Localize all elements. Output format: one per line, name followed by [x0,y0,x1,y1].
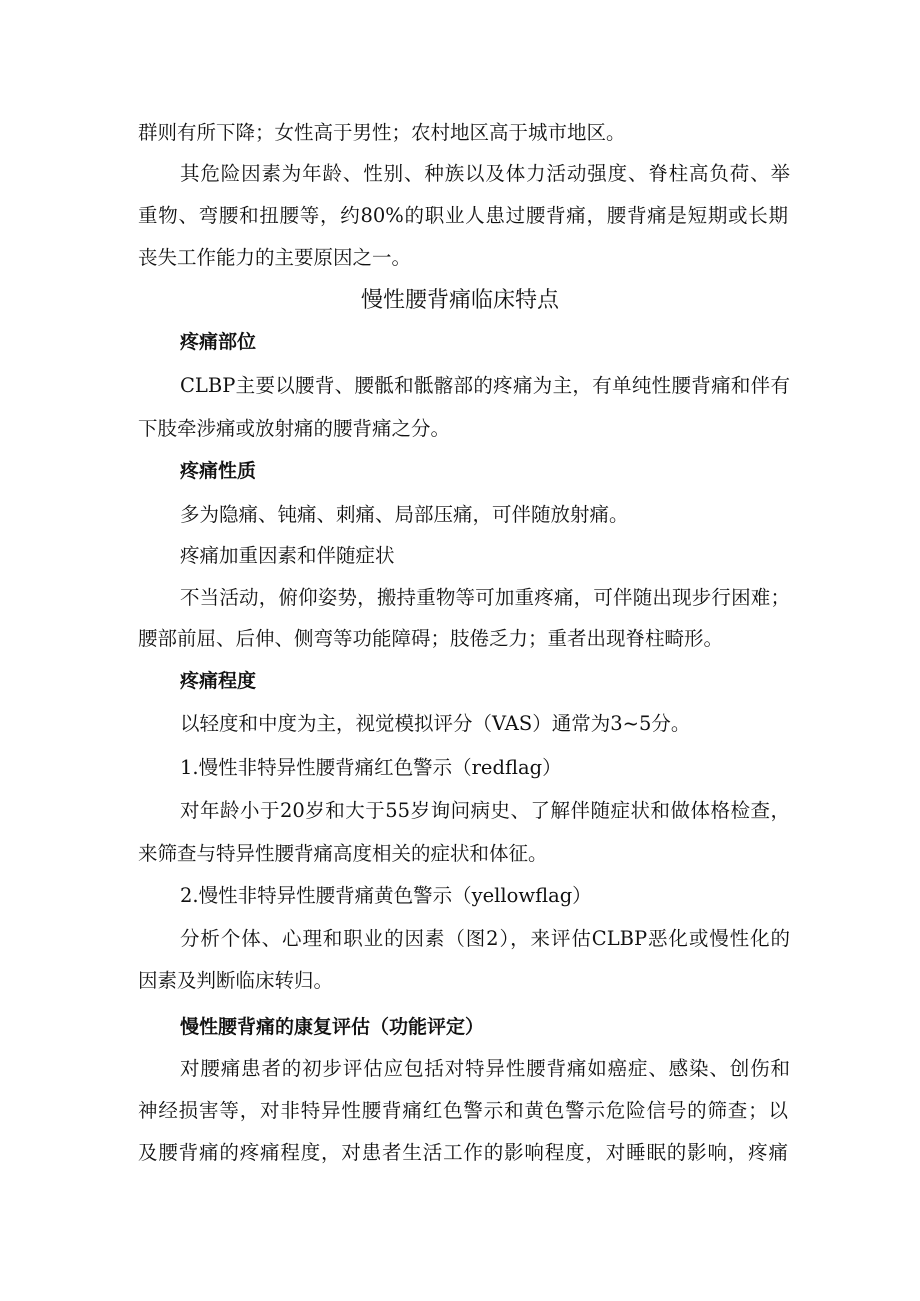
paragraph-line: 因素及判断临床转归。 [138,969,334,992]
section-title: 慢性腰背痛临床特点 [360,288,559,313]
paragraph-line: 2.慢性非特异性腰背痛黄色警示（yellowflag） [180,884,592,907]
paragraph-line: 群则有所下降；女性高于男性；农村地区高于城市地区。 [138,121,626,144]
paragraph-line: 多为隐痛、钝痛、刺痛、局部压痛，可伴随放射痛。 [180,503,629,526]
paragraph-line: 对腰痛患者的初步评估应包括对特异性腰背痛如癌症、感染、创伤和 [180,1057,790,1080]
section-heading: 疼痛性质 [180,460,257,482]
section-heading: 慢性腰背痛的康复评估（功能评定） [180,1016,485,1038]
paragraph-line: 来筛查与特异性腰背痛高度相关的症状和体征。 [138,842,548,865]
paragraph-line: 腰部前屈、后伸、侧弯等功能障碍；肢倦乏力；重者出现脊柱畸形。 [138,627,724,650]
section-heading: 疼痛程度 [180,670,257,692]
paragraph-line: 下肢牵涉痛或放射痛的腰背痛之分。 [138,417,451,440]
paragraph-line: 神经损害等，对非特异性腰背痛红色警示和黄色警示危险信号的筛查；以 [138,1099,788,1122]
paragraph-line: 不当活动，俯仰姿势，搬持重物等可加重疼痛，可伴随出现步行困难； [180,586,790,609]
paragraph-line: 疼痛加重因素和伴随症状 [180,544,395,567]
paragraph-line: 及腰背痛的疼痛程度，对患者生活工作的影响程度，对睡眠的影响，疼痛 [138,1141,788,1164]
paragraph-line: 丧失工作能力的主要原因之一。 [138,246,412,269]
paragraph-line: 以轻度和中度为主，视觉模拟评分（VAS）通常为3~5分。 [180,712,691,735]
paragraph-line: 其危险因素为年龄、性别、种族以及体力活动强度、脊柱高负荷、举 [180,162,790,185]
paragraph-line: CLBP主要以腰背、腰骶和骶髂部的疼痛为主，有单纯性腰背痛和伴有 [180,374,790,397]
paragraph-line: 1.慢性非特异性腰背痛红色警示（redflag） [180,756,562,779]
paragraph-line: 对年龄小于20岁和大于55岁询问病史、了解伴随症状和做体格检查， [180,799,790,822]
paragraph-line: 分析个体、心理和职业的因素（图2），来评估CLBP恶化或慢性化的 [180,927,790,950]
section-heading: 疼痛部位 [180,331,257,353]
paragraph-line: 重物、弯腰和扭腰等，约80%的职业人患过腰背痛，腰背痛是短期或长期 [138,204,788,227]
